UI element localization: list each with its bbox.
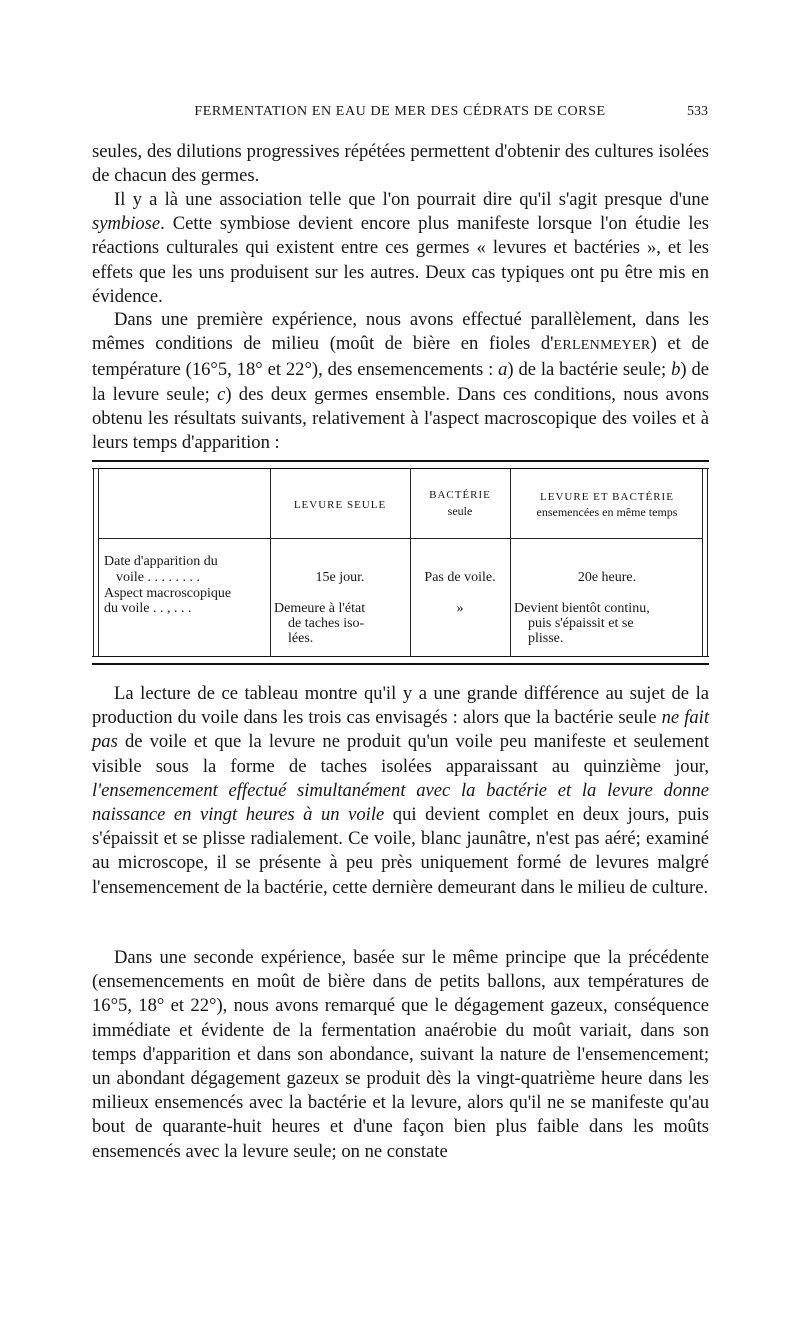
paragraph-4-text-c: qui devient complet en deux jours, puis s'épaissit et se plisse radialement. Ce voile, blanc jaunâtre, n'est pas aéré; examiné au microscope, il se présente à peu près uniquement formé de levures malgré l'ensemencement de la bactérie, cette dernière demeurant dans le milieu de culture.: [92, 804, 709, 898]
col-divider-1: [270, 468, 271, 657]
paragraph-5: [92, 946, 709, 1164]
table-left-border-inner: [98, 468, 99, 657]
running-title: FERMENTATION EN EAU DE MER DES CÉDRATS DE CORSE: [194, 104, 606, 119]
paragraph-3-text-a: Dans une première expérience, nous avons effectué parallèlement, dans les mêmes conditions de milieu (moût de bière en fioles d': [92, 309, 709, 355]
label-a: a: [498, 359, 508, 381]
row1-bacterie: Pas de voile.: [424, 570, 496, 585]
row2-bacterie: »: [456, 601, 464, 616]
header-divider: [98, 538, 703, 539]
paragraph-3-text-c: ) de la bactérie seule;: [507, 359, 672, 381]
row2-levure-line2: de taches iso-: [288, 616, 365, 631]
paragraph-4-emphasis-1: ne fait pas: [92, 707, 709, 753]
row1-both: 20e heure.: [577, 570, 637, 585]
paragraph-2-emphasis: symbiose: [92, 213, 161, 235]
row2-both-line2: puis s'épaissit et se: [528, 616, 634, 631]
paragraph-3-text-b: ) et de température (16°5, 18° et 22°), des ensemencements :: [92, 333, 709, 381]
running-header: [92, 104, 708, 130]
row2-both-line1: Devient bientôt continu,: [514, 601, 650, 616]
paragraph-3-text-d: ) de la levure seule;: [92, 359, 709, 405]
table-right-border-inner: [702, 468, 703, 657]
col-header-both-sub: ensemencées en même temps: [536, 505, 678, 519]
table-right-border: [707, 468, 708, 657]
table-top-rule: [92, 460, 709, 469]
paragraph-4-text-b: de voile et que la levure ne produit qu'un voile peu manifeste et seulement visible sous la forme de taches isolées apparaissant au quinzième jour,: [92, 731, 709, 777]
results-table: [92, 460, 709, 665]
paragraph-4: [92, 682, 709, 900]
row2-label-line2: du voile . . , . . .: [104, 601, 192, 616]
paragraph-3-text-e: ) des deux germes ensemble. Dans ces conditions, nous avons obtenu les résultats suivants, relativement à l'aspect macroscopique des voiles et à leurs temps d'apparition :: [92, 383, 709, 454]
col-divider-2: [410, 468, 411, 657]
erlenmeyer-smallcaps: ERLENMEYER: [553, 338, 651, 354]
paragraph-3: [92, 308, 709, 455]
paragraph-2-text-a: Il y a là une association telle que l'on pourrait dire qu'il s'agit presque d'une: [114, 189, 709, 210]
col-header-bacterie-sub: seule: [447, 504, 473, 518]
label-b: b: [671, 359, 681, 381]
table-left-border: [93, 468, 94, 657]
row1-label-line1: Date d'apparition du: [104, 554, 218, 569]
row2-levure-line1: Demeure à l'état: [274, 601, 366, 616]
page-number: 533: [687, 104, 708, 119]
paragraph-1-text: seules, des dilutions progressives répétées permettent d'obtenir des cultures isolées de chacun des germes.: [92, 141, 709, 187]
table-bottom-rule: [92, 656, 709, 665]
paragraph-2-text-b: . Cette symbiose devient encore plus manifeste lorsque l'on étudie les réactions culturales qui existent entre ces germes « levures et bactéries », et les effets que les uns produisent sur les autres. Deux cas typiques ont pu être mis en évidence.: [92, 213, 709, 307]
col-header-both: LEVURE ET BACTÉRIE: [540, 491, 674, 503]
row2-levure-line3: lées.: [288, 631, 314, 646]
paragraph-4-emphasis-2: l'ensemencement effectué simultanément avec la bactérie et la levure donne naissance en vingt heures à un voile: [92, 779, 709, 826]
row2-both-line3: plisse.: [528, 631, 564, 646]
col-header-levure: LEVURE SEULE: [293, 499, 387, 511]
col-header-bacterie: BACTÉRIE: [429, 489, 491, 501]
col-divider-3: [510, 468, 511, 657]
row2-label-line1: Aspect macroscopique: [104, 586, 232, 601]
paragraph-5-text: Dans une seconde expérience, basée sur le même principe que la précédente (ensemencements en moût de bière dans de petits ballons, aux températures de 16°5, 18° et 22°), nous avons remarqué que le dégagement gazeux, conséquence immédiate et évidente de la fermentation anaérobie du moût variait, dans son temps d'apparition et dans son abondance, suivant la nature de l'ensemencement; un abondant dégagement gazeux se produit dès la vingt-quatrième heure dans les milieux ensemencés avec la bactérie et la levure, alors qu'il ne se manifeste qu'au bout de quarante-huit heures et d'une façon bien plus faible dans les moûts ensemencés avec la levure seule; on ne constate: [92, 947, 709, 1162]
paragraph-1: [92, 140, 709, 188]
label-c: c: [217, 383, 226, 405]
row1-levure: 15e jour.: [315, 570, 365, 585]
row1-label-line2: voile . . . . . . . .: [116, 570, 200, 585]
paragraph-2: [92, 188, 709, 309]
paragraph-4-text-a: La lecture de ce tableau montre qu'il y a une grande différence au sujet de la production du voile dans les trois cas envisagés : alors que la bactérie seule: [92, 683, 709, 729]
